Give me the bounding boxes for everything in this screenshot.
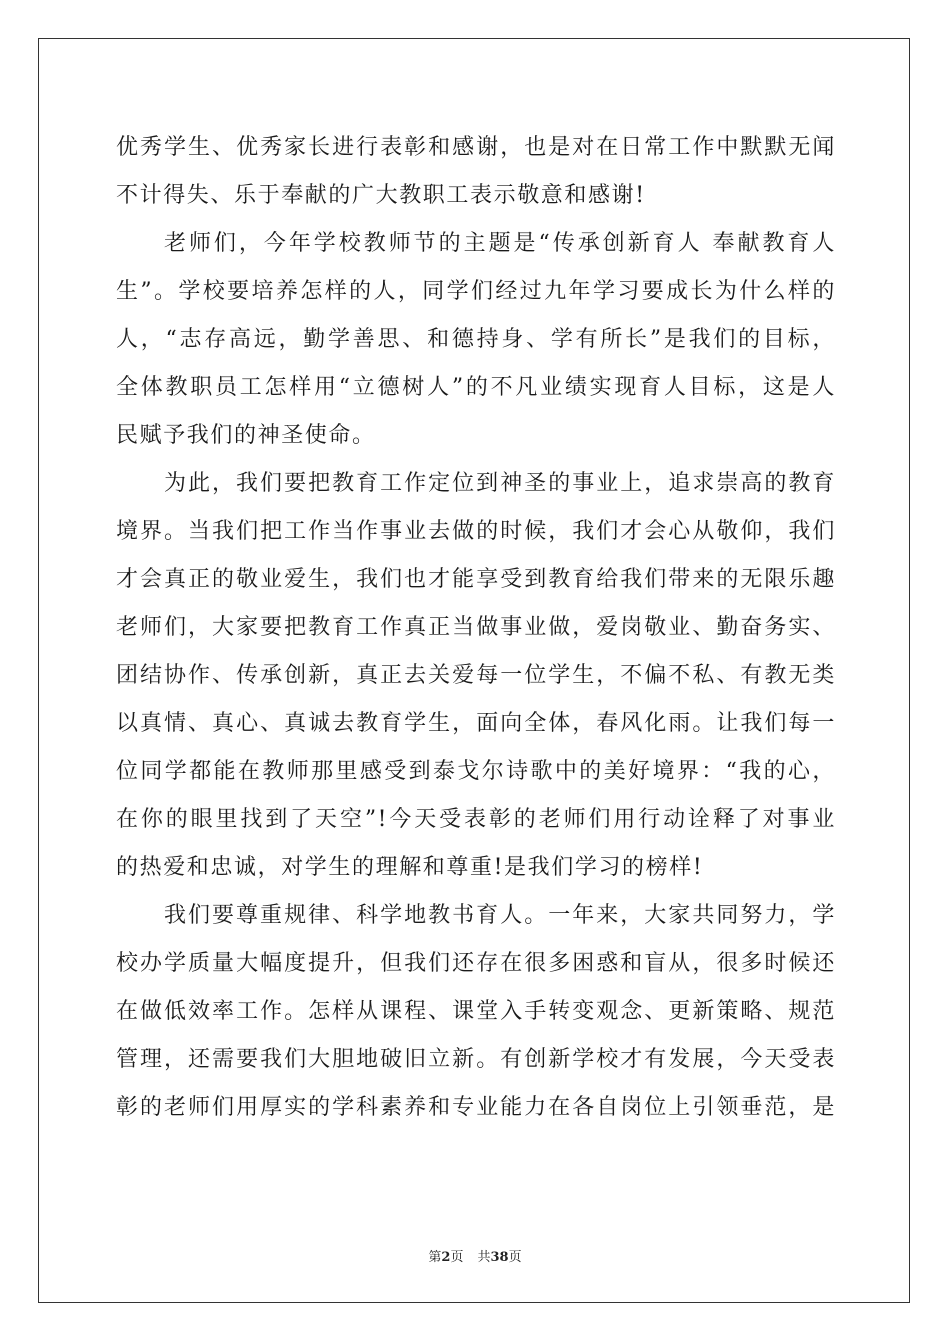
text-line: 老师们，今年学校教师节的主题是“传承创新育人 奉献教育人 xyxy=(164,231,836,256)
text-line: 优秀学生、优秀家长进行表彰和感谢，也是对在日常工作中默默无闻 xyxy=(116,135,836,160)
text-line: 在做低效率工作。怎样从课程、课堂入手转变观念、更新策略、规范 xyxy=(116,999,836,1024)
text-line: 管理，还需要我们大胆地破旧立新。有创新学校才有发展，今天受表 xyxy=(116,1047,836,1072)
footer-total-pages: 38 xyxy=(490,1250,509,1265)
text-line: 不计得失、乐于奉献的广大教职工表示敬意和感谢! xyxy=(116,183,646,208)
text-line: 团结协作、传承创新，真正去关爱每一位学生，不偏不私、有教无类 xyxy=(116,663,836,688)
footer-page-number: 2 xyxy=(441,1250,451,1265)
text-line: 位同学都能在教师那里感受到泰戈尔诗歌中的美好境界：“我的心， xyxy=(116,759,836,784)
page-footer xyxy=(0,1246,950,1265)
text-line: 在你的眼里找到了天空”!今天受表彰的老师们用行动诠释了对事业 xyxy=(116,807,836,832)
footer-page-suffix: 页 xyxy=(450,1250,464,1265)
text-line: 才会真正的敬业爱生，我们也才能享受到教育给我们带来的无限乐趣 xyxy=(116,567,836,592)
document-body xyxy=(116,124,836,1132)
text-line: 彰的老师们用厚实的学科素养和专业能力在各自岗位上引领垂范，是 xyxy=(116,1095,836,1120)
text-line: 全体教职员工怎样用“立德树人”的不凡业绩实现育人目标，这是人 xyxy=(116,375,836,400)
text-line: 为此，我们要把教育工作定位到神圣的事业上，追求崇高的教育 xyxy=(164,471,836,496)
text-line: 我们要尊重规律、科学地教书育人。一年来，大家共同努力，学 xyxy=(164,903,836,928)
text-line: 生”。学校要培养怎样的人，同学们经过九年学习要成长为什么样的 xyxy=(116,279,836,304)
text-line: 境界。当我们把工作当作事业去做的时候，我们才会心从敬仰，我们 xyxy=(116,519,836,544)
text-line: 民赋予我们的神圣使命。 xyxy=(116,423,376,448)
text-line: 的热爱和忠诚，对学生的理解和尊重!是我们学习的榜样! xyxy=(116,855,704,880)
text-line: 人，“志存高远，勤学善思、和德持身、学有所长”是我们的目标， xyxy=(116,327,836,352)
footer-total-suffix: 页 xyxy=(508,1250,522,1265)
footer-total-prefix: 共 xyxy=(477,1250,491,1265)
text-line: 老师们，大家要把教育工作真正当做事业做，爱岗敬业、勤奋务实、 xyxy=(116,615,836,640)
footer-page-prefix: 第 xyxy=(428,1250,442,1265)
text-line: 以真情、真心、真诚去教育学生，面向全体，春风化雨。让我们每一 xyxy=(116,711,836,736)
text-line: 校办学质量大幅度提升，但我们还存在很多困惑和盲从，很多时候还 xyxy=(116,951,836,976)
